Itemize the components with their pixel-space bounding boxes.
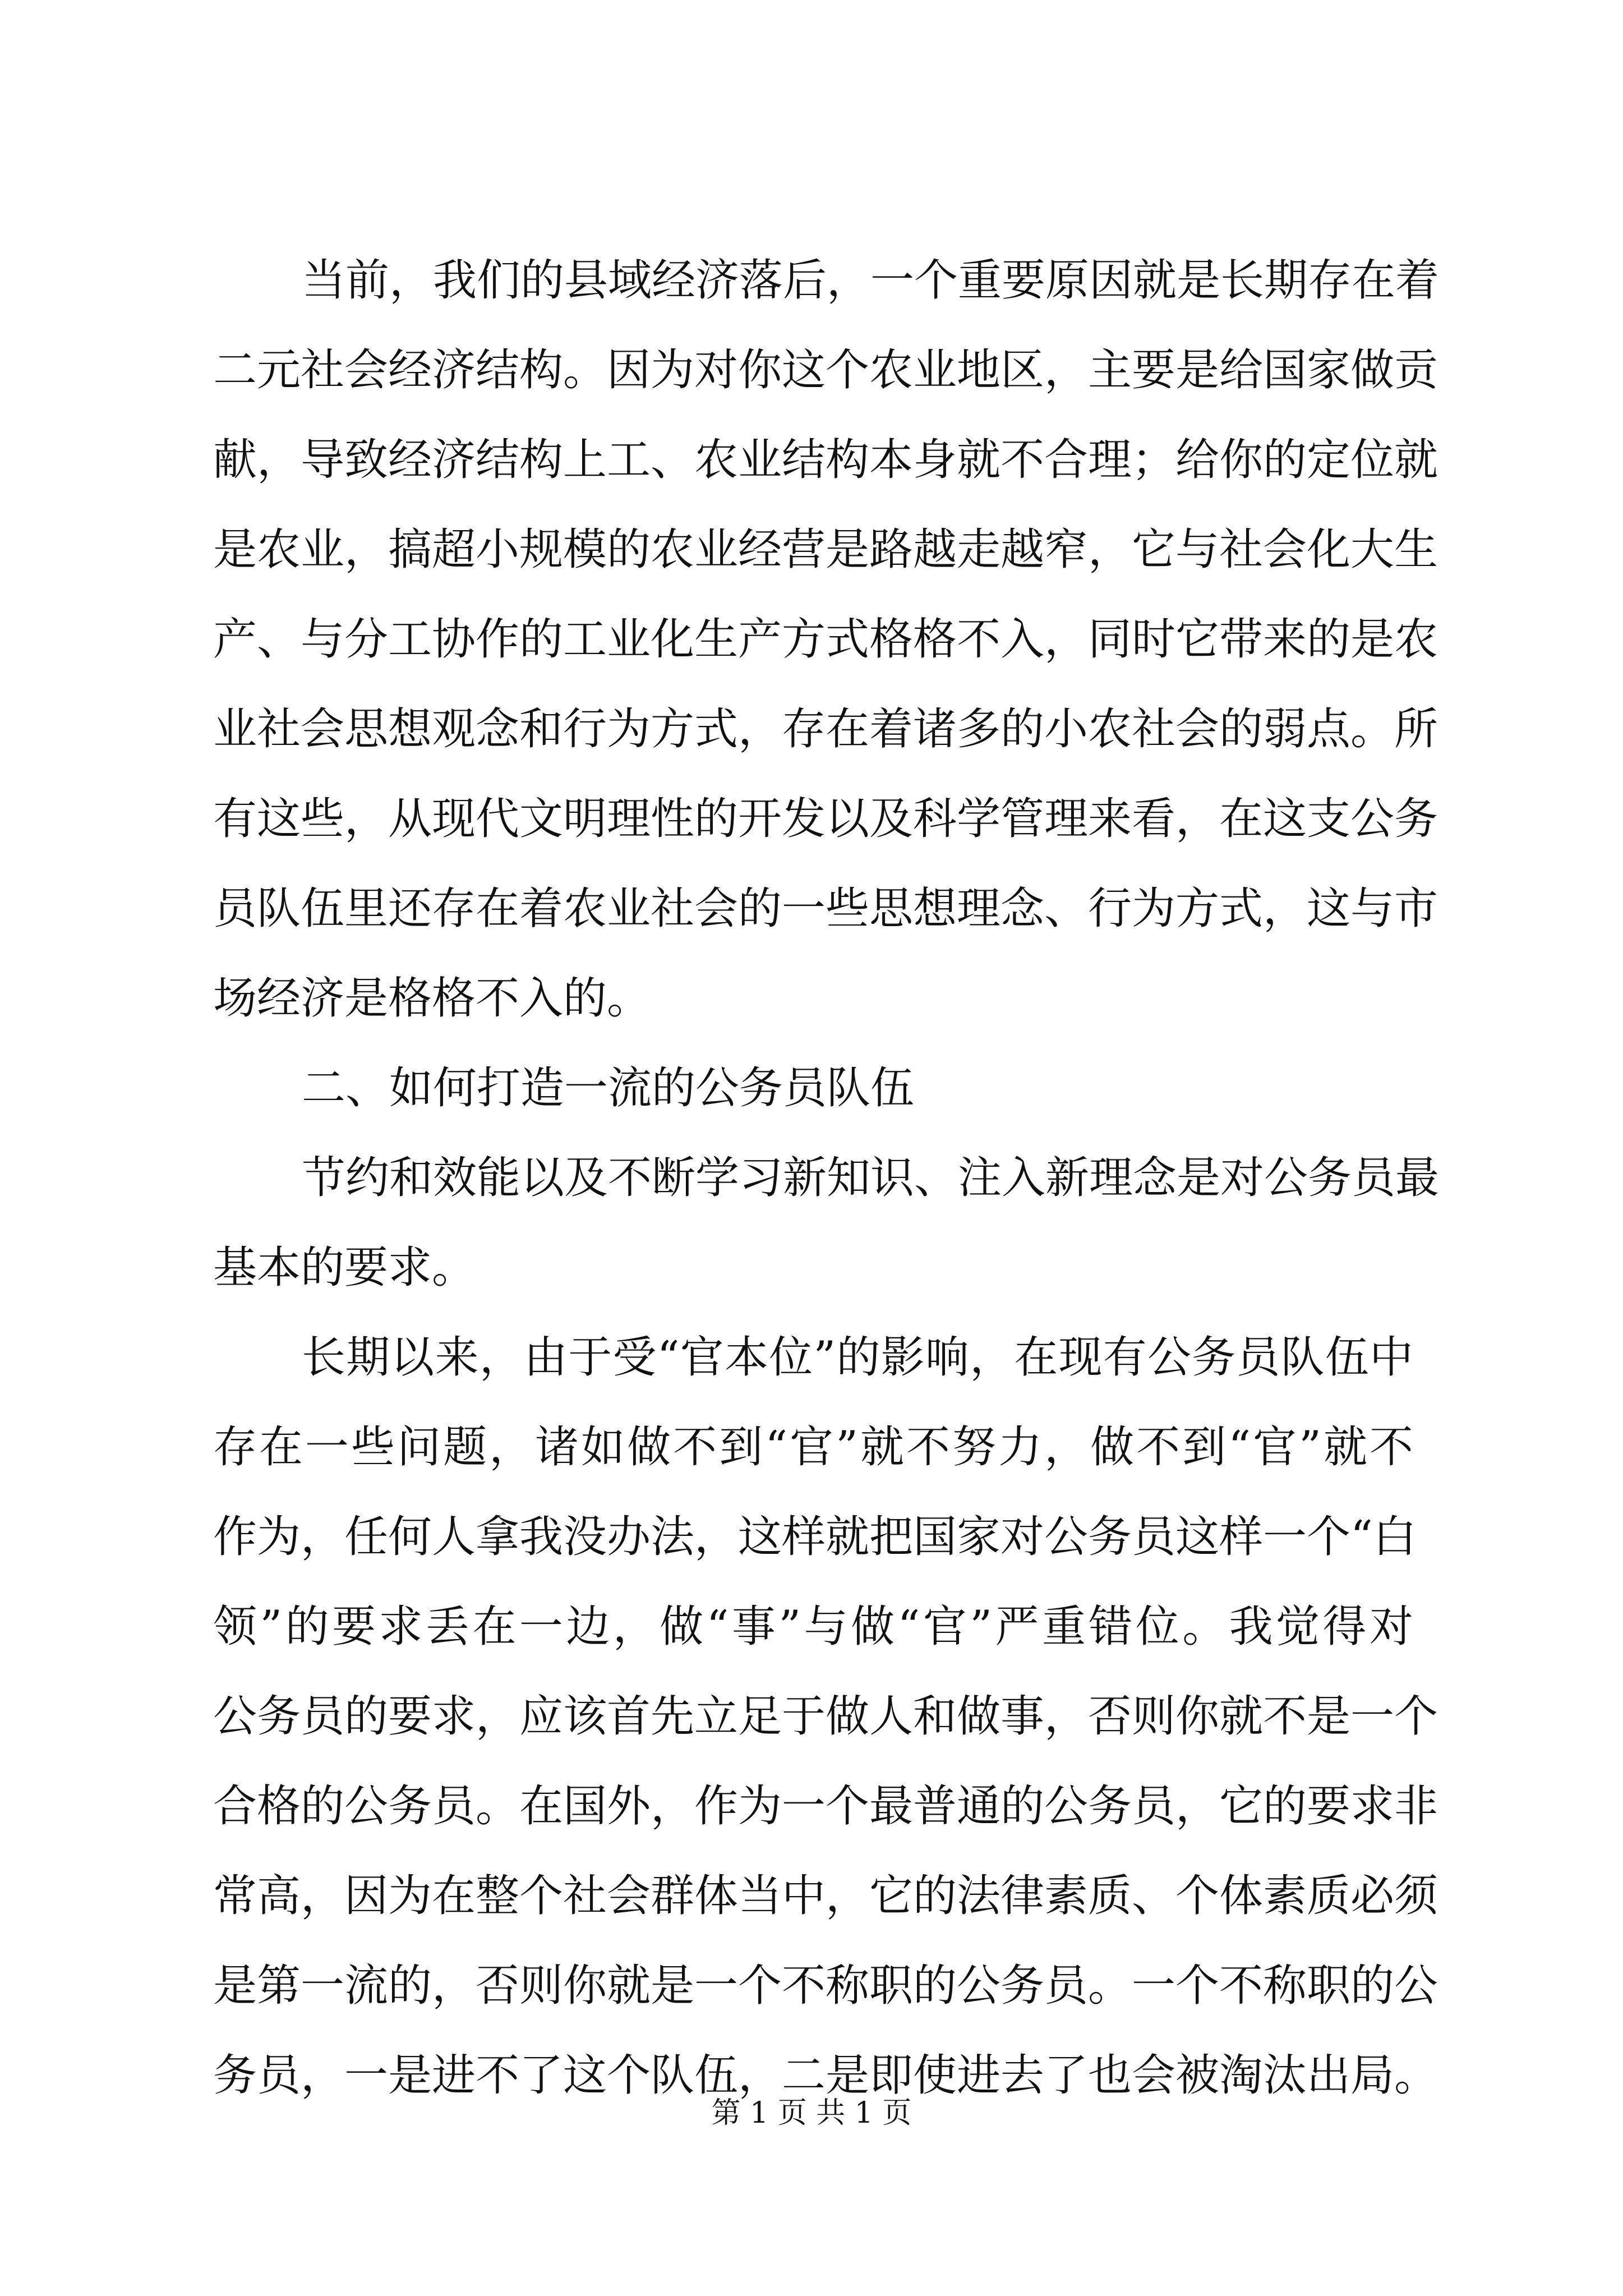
paragraph-1-line-4: 是农业，搞超小规模的农业经营是路越走越窄，它与社会化大生 (213, 524, 1438, 575)
paragraph-3-line-1: 长期以来，由于受“官本位”的影响，在现有公务员队伍中 (302, 1332, 1413, 1383)
paragraph-3-line-3: 作为，任何人拿我没办法，这样就把国家对公务员这样一个“白 (213, 1512, 1417, 1562)
page-number-footer: 第 1 页 共 1 页 (711, 2096, 912, 2130)
paragraph-1-line-9: 场经济是格格不入的。 (213, 973, 651, 1024)
paragraph-3-line-2: 存在一些问题，诸如做不到“官”就不努力，做不到“官”就不 (213, 1422, 1413, 1473)
paragraph-1-line-6: 业社会思想观念和行为方式，存在着诸多的小农社会的弱点。所 (213, 704, 1438, 754)
paragraph-3-line-6: 合格的公务员。在国外，作为一个最普通的公务员，它的要求非 (213, 1781, 1438, 1832)
paragraph-1-line-1: 当前，我们的县域经济落后，一个重要原因就是长期存在着 (302, 255, 1440, 306)
paragraph-3-line-4: 领”的要求丢在一边，做“事”与做“官”严重错位。我觉得对 (213, 1602, 1413, 1652)
paragraph-1-line-5: 产、与分工协作的工业化生产方式格格不入，同时它带来的是农 (213, 614, 1438, 665)
paragraph-3-line-8: 是第一流的，否则你就是一个不称职的公务员。一个不称职的公 (213, 1961, 1438, 2011)
paragraph-1-line-7: 有这些，从现代文明理性的开发以及科学管理来看，在这支公务 (213, 794, 1438, 844)
paragraph-2-line-2: 基本的要求。 (213, 1243, 476, 1293)
paragraph-1-line-3: 献，导致经济结构上工、农业结构本身就不合理；给你的定位就 (213, 435, 1438, 485)
paragraph-1-line-8: 员队伍里还存在着农业社会的一些思想理念、行为方式，这与市 (213, 884, 1438, 934)
paragraph-2-line-1: 节约和效能以及不断学习新知识、注入新理念是对公务员最 (302, 1153, 1440, 1203)
paragraph-3-line-7: 常高，因为在整个社会群体当中，它的法律素质、个体素质必须 (213, 1871, 1438, 1921)
paragraph-3-line-9: 务员，一是进不了这个队伍，二是即使进去了也会被淘汰出局。 (213, 2050, 1438, 2101)
paragraph-1-line-2: 二元社会经济结构。因为对你这个农业地区，主要是给国家做贡 (213, 345, 1438, 395)
section-heading: 二、如何打造一流的公务员队伍 (302, 1063, 915, 1114)
paragraph-3-line-5: 公务员的要求，应该首先立足于做人和做事，否则你就不是一个 (213, 1691, 1438, 1742)
